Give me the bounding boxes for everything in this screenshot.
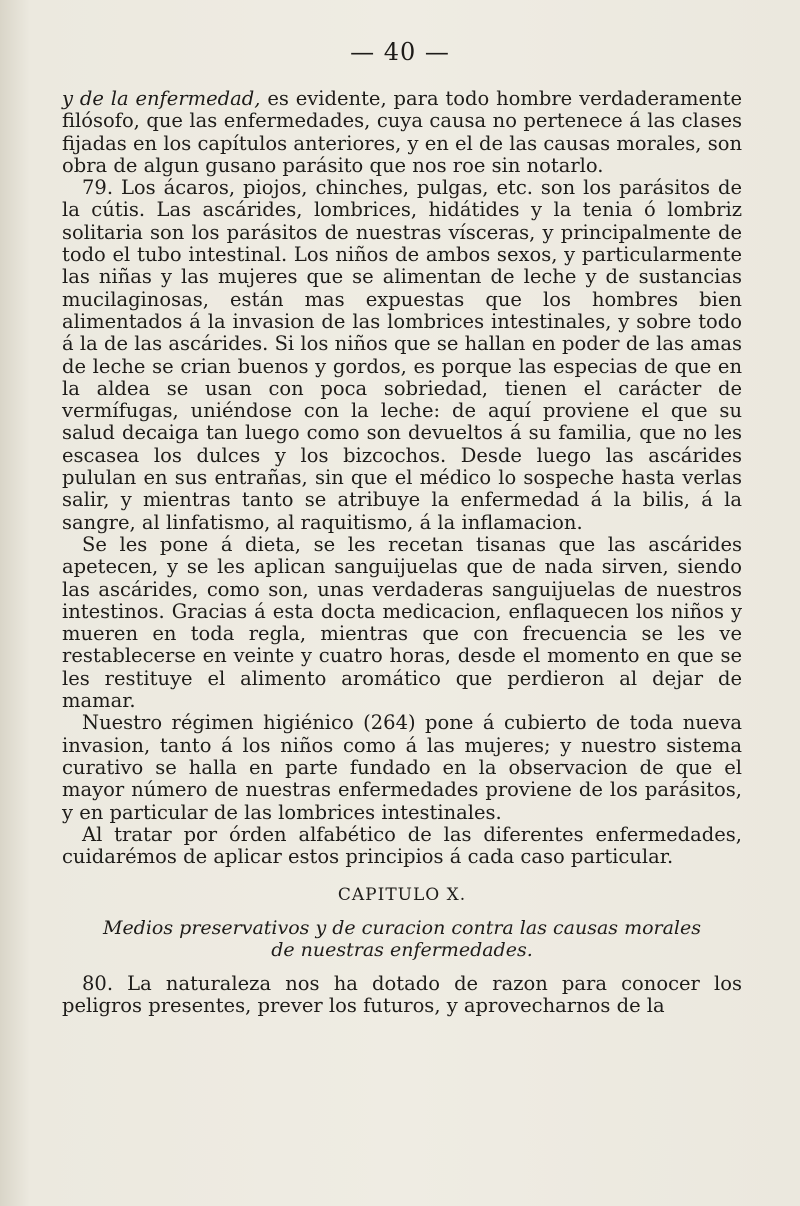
paragraph-regimen: Nuestro régimen higiénico (264) pone á cubierto de toda nueva invasion, tanto á los niños como á las mujeres; y nuestro sistema curativo se halla en parte fundado en la observacion de que el mayor número de nuestras enfermedades proviene de los parásitos, y en particular de las lombrices intestinales. bbox=[62, 711, 742, 824]
paragraph-text: es evidente, para todo hombre verdaderamente filósofo, que las enfermedades, cuya causa no pertenece á las clases fijadas en los capítulos anteriores, y en el de las causas morales, son obra de algun gusano parásito que nos roe sin notarlo. bbox=[62, 87, 742, 177]
chapter-heading: CAPITULO X. bbox=[337, 885, 467, 906]
page-number: — 40 — bbox=[350, 38, 450, 66]
italic-phrase: y de la enfermedad, bbox=[62, 87, 261, 110]
chapter-subtitle: Medios preservativos y de curacion contra las causas morales de nuestras enfermedades. bbox=[102, 916, 702, 961]
paragraph-continuation bbox=[62, 88, 742, 177]
paragraph-80: 80. La naturaleza nos ha dotado de razon para conocer los peligros presentes, prever los futuros, y aprovecharnos de la bbox=[62, 971, 742, 1017]
paragraph-79: 79. Los ácaros, piojos, chinches, pulgas, etc. son los parásitos de la cútis. Las ascárides, lombrices, hidátides y la tenia ó lombriz solitaria son los parásitos de nuestras vísceras, y principalmente de todo el tubo intestinal. Los niños de ambos sexos, y particularmente las niñas y las mujeres que se alimentan de leche y de sustancias mucilaginosas, están mas expuestas que los hombres bien alimentados á la invasion de las lombrices intestinales, y sobre todo á la de las ascárides. Si los niños que se hallan en poder de las amas de leche se crian buenos y gordos, es porque las especias de que en la aldea se usan con poca sobriedad, tienen el carácter de vermífugas, uniéndose con la leche: de aquí proviene el que su salud decaiga tan luego como son devueltos á su familia, que no les escasea los dulces y los bizcochos. Desde luego las ascárides pululan en sus entrañas, sin que el médico lo sospeche hasta verlas salir, y mientras tanto se atribuye la enfermedad á la bilis, á la sangre, al linfatismo, al raquitismo, á la inflamacion. bbox=[62, 176, 742, 534]
paragraph-dieta: Se les pone á dieta, se les recetan tisanas que las ascárides apetecen, y se les aplican sanguijuelas que de nada sirven, siendo las ascárides, como son, unas verdaderas sanguijuelas de nuestros intestinos. Gracias á esta docta medicacion, enflaquecen los niños y mueren en toda regla, mientras que con frecuencia se les ve restablecerse en veinte y cuatro horas, desde el momento en que se les restituye el alimento aromático que perdieron al dejar de mamar. bbox=[62, 532, 742, 713]
body-text bbox=[62, 88, 742, 1017]
paragraph-orden: Al tratar por órden alfabético de las diferentes enfermedades, cuidarémos de aplicar estos principios á cada caso particular. bbox=[62, 822, 742, 869]
